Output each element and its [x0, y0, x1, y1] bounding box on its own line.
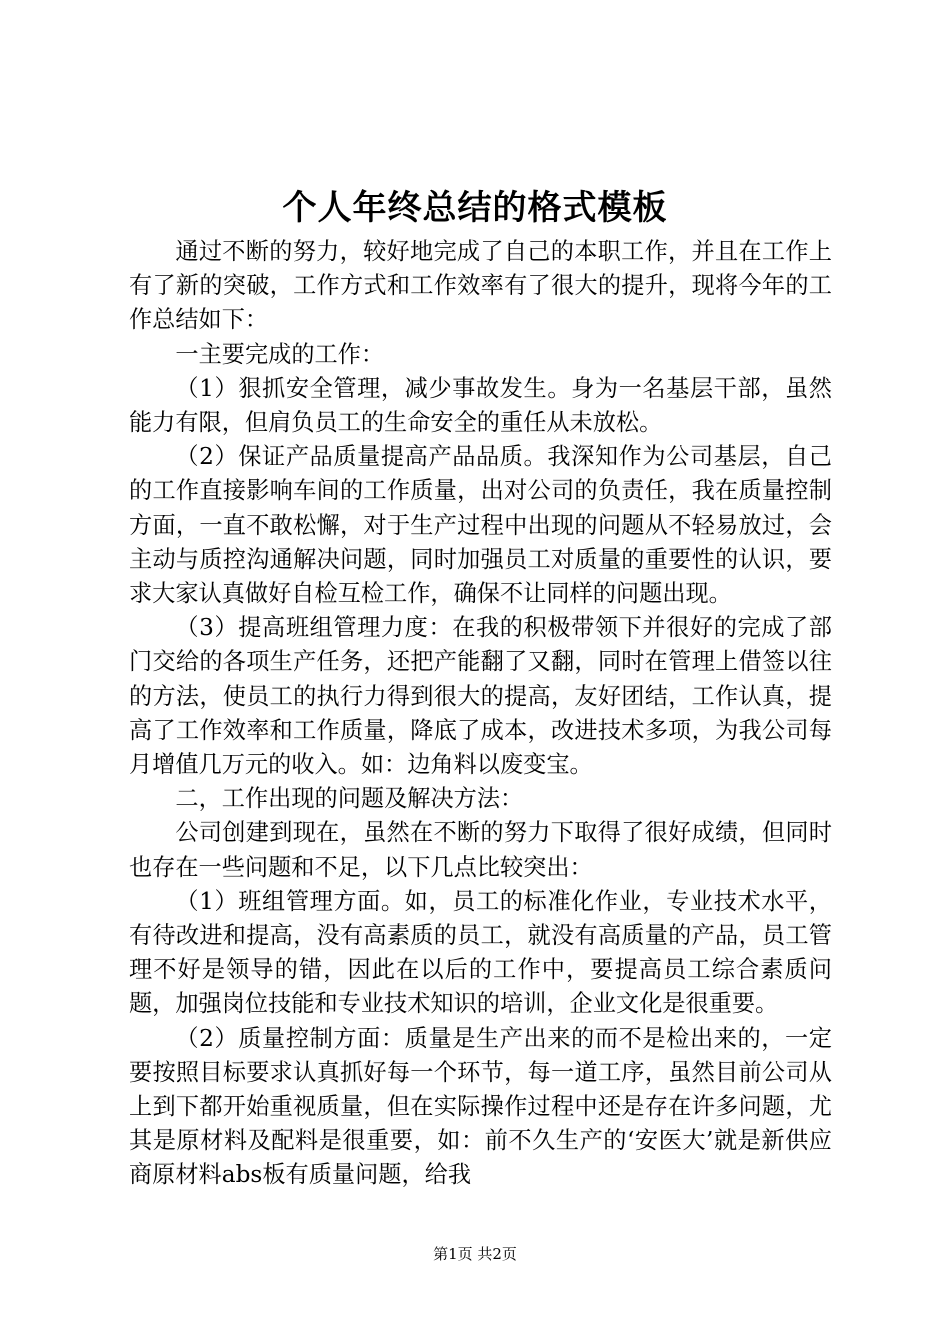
document-title: 个人年终总结的格式模板 — [282, 188, 668, 228]
paragraph-problems-intro: 公司创建到现在，虽然在不断的努力下取得了很好成绩，但同时也存在一些问题和不足，以下几点比较突出： — [129, 819, 832, 881]
paragraph-quality-control: （2）质量控制方面：质量是生产出来的而不是检出来的，一定要按照目标要求认真抓好每一个环节，每一道工序，虽然目前公司从上到下都开始重视质量，但在实际操作过程中还是存在许多问题，尤其是原材料及配料是很重要，如：前不久生产的‘安医大’就是新供应商原材料abs板有质量问题，给我 — [129, 1024, 832, 1189]
paragraph-safety: （1）狠抓安全管理，减少事故发生。身为一名基层干部，虽然能力有限，但肩负员工的生命安全的重任从未放松。 — [129, 374, 832, 437]
paragraph-team-issues: （1）班组管理方面。如，员工的标准化作业，专业技术水平，有待改进和提高，没有高素质的员工，就没有高质量的产品，员工管理不好是领导的错，因此在以后的工作中，要提高员工综合素质问题，加强岗位技能和专业技术知识的培训，企业文化是很重要。 — [129, 887, 832, 1018]
paragraph-quality: （2）保证产品质量提高产品品质。我深知作为公司基层，自己的工作直接影响车间的工作质量，出对公司的负责任，我在质量控制方面，一直不敢松懈，对于生产过程中出现的问题从不轻易放过，会主动与质控沟通解决问题，同时加强员工对质量的重要性的认识，要求大家认真做好自检互检工作，确保不让同样的问题出现。 — [129, 443, 832, 608]
heading-problems: 二，工作出现的问题及解决方法： — [175, 785, 524, 813]
document-body — [129, 235, 832, 1193]
paragraph-intro: 通过不断的努力，较好地完成了自己的本职工作，并且在工作上有了新的突破，工作方式和工作效率有了很大的提升，现将今年的工作总结如下： — [129, 238, 832, 334]
heading-main-work: 一主要完成的工作： — [175, 340, 385, 368]
paragraph-team-management: （3）提高班组管理力度：在我的积极带领下并很好的完成了部门交给的各项生产任务，还把产能翻了又翻，同时在管理上借签以往的方法，使员工的执行力得到很大的提高，友好团结，工作认真，提高了工作效率和工作质量，降底了成本，改进技术多项，为我公司每月增值几万元的收入。如：边角料以废变宝。 — [129, 614, 832, 779]
page-number-footer: 第1页 共2页 — [433, 1245, 517, 1263]
